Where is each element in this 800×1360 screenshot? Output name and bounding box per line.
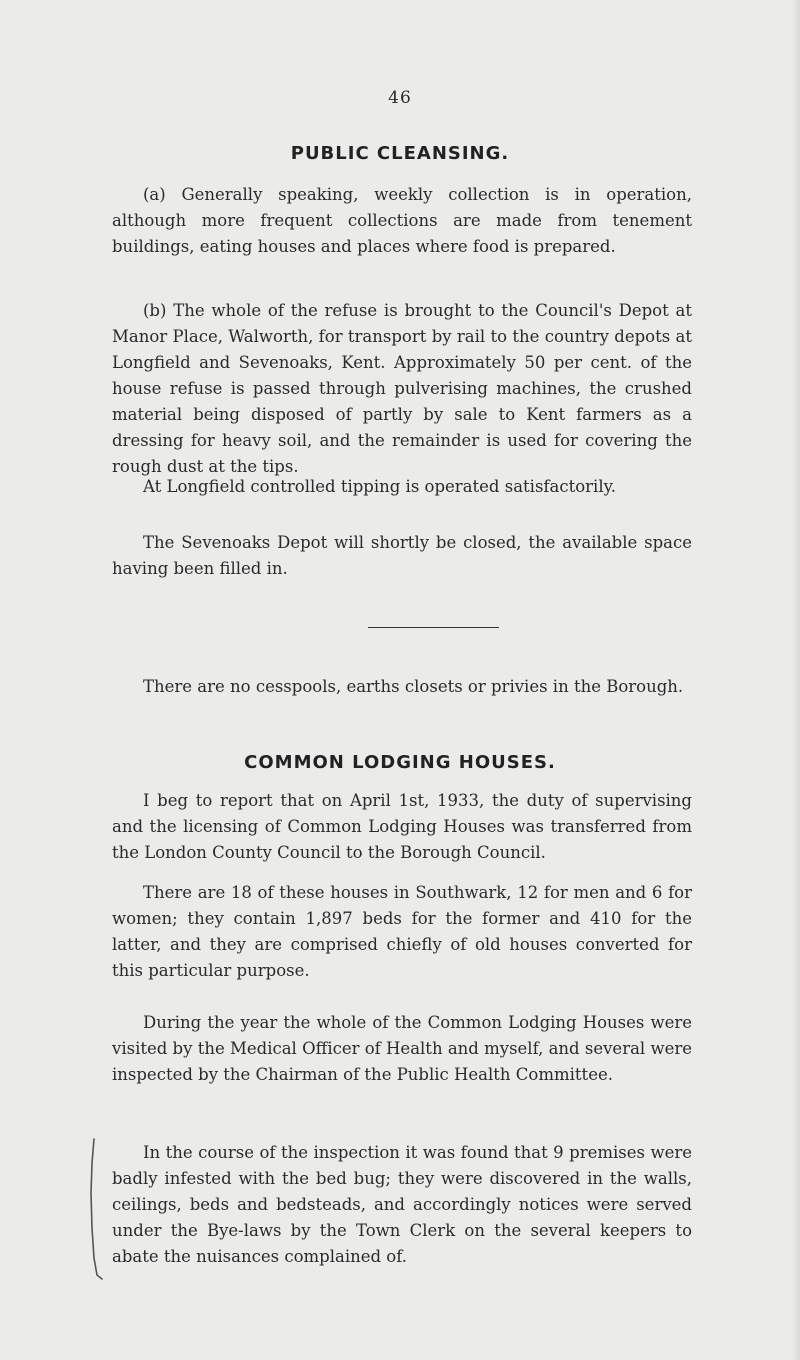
public-cleansing-heading: PUBLIC CLEANSING.: [290, 143, 510, 164]
paragraph-cesspools: There are no cesspools, earths closets or privies in the Borough.: [143, 677, 684, 696]
margin-pencil-mark: [88, 1133, 106, 1283]
lodging-paragraph-1: I beg to report that on April 1st, 1933, the duty of supervising and the licensing of Common Lodging Houses was transferred from the London County Council to the Borough Council.: [112, 791, 692, 862]
paragraph-longfield: At Longfield controlled tipping is operated satisfactorily.: [143, 477, 616, 496]
lodging-paragraph-4: In the course of the inspection it was found that 9 premises were badly infested with the bed bug; they were discovered in the walls, ceilings, beds and bedsteads, and accordingly notices were served under the Bye-laws by the Town Clerk on the several keepers to abate the nuisances complained of.: [112, 1143, 692, 1266]
paragraph-sevenoaks: The Sevenoaks Depot will shortly be closed, the available space having been filled in.: [112, 533, 692, 578]
page-number: 46: [388, 88, 412, 108]
paragraph-a: (a) Generally speaking, weekly collection is in operation, although more frequent collections are made from tenement buildings, eating houses and places where food is prepared.: [112, 185, 692, 256]
lodging-paragraph-2: There are 18 of these houses in Southwark, 12 for men and 6 for women; they contain 1,897 beds for the former and 410 for the latter, and they are comprised chiefly of old houses converted for this particular purpose.: [112, 883, 692, 980]
paragraph-b: (b) The whole of the refuse is brought to the Council's Depot at Manor Place, Walworth, for transport by rail to the country depots at Longfield and Sevenoaks, Kent. Approximately 50 per cent. of the house refuse is passed through pulverising machines, the crushed material being disposed of partly by sale to Kent farmers as a dressing for heavy soil, and the remainder is used for covering the rough dust at the tips.: [112, 301, 692, 476]
page-edge-shadow: [792, 0, 800, 1360]
common-lodging-houses-heading: COMMON LODGING HOUSES.: [244, 752, 556, 773]
lodging-paragraph-3: During the year the whole of the Common Lodging Houses were visited by the Medical Officer of Health and myself, and several were inspected by the Chairman of the Public Health Committee.: [112, 1013, 692, 1084]
section-divider: [368, 627, 499, 628]
